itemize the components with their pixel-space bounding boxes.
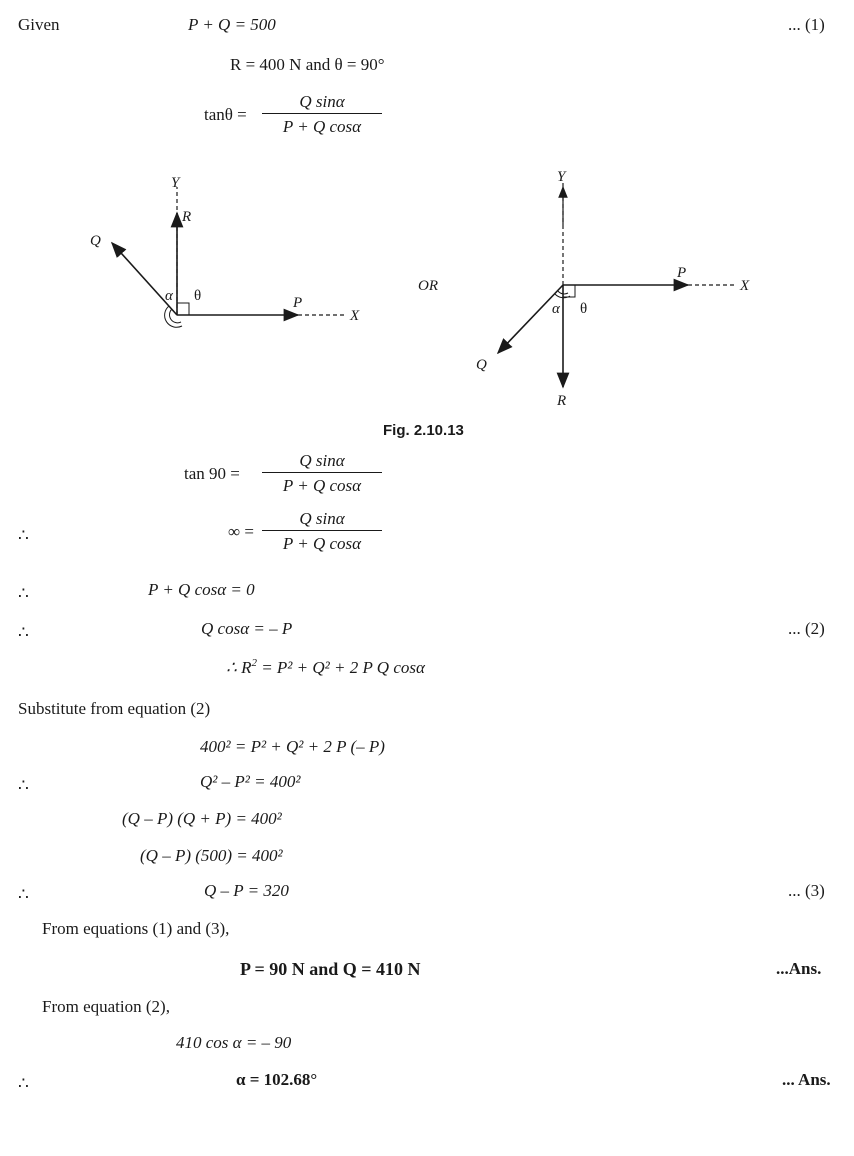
equation-1: P + Q = 500 (188, 15, 276, 34)
left-theta-label: θ (194, 288, 202, 304)
infinity-fraction (262, 510, 382, 552)
therefore-symbol: ∴ (18, 885, 29, 904)
left-y-axis-label: Y (171, 175, 180, 191)
right-y-axis-label: Y (557, 169, 566, 185)
given-label: Given (18, 15, 60, 34)
equation-2-tag: ... (2) (788, 619, 825, 638)
left-q-label: Q (90, 233, 101, 249)
infinity-numerator: Q sinα (299, 509, 345, 528)
left-x-axis-label: X (350, 308, 360, 324)
from-equations-1-3: From equations (1) and (3), (42, 919, 230, 938)
right-theta-label: θ (580, 301, 588, 317)
therefore-symbol: ∴ (18, 1074, 29, 1093)
r-squared-lhs: ∴ R (226, 658, 252, 677)
r-squared-rhs: = P² + Q² + 2 P Q cosα (261, 658, 425, 677)
answer-p-q: P = 90 N and Q = 410 N (240, 959, 421, 979)
answer-tag-2: ... Ans. (782, 1070, 831, 1089)
right-x-axis-label: X (740, 278, 750, 294)
right-alpha-label: α (552, 301, 560, 317)
therefore-symbol: ∴ (18, 623, 29, 642)
difference-of-squares: Q² – P² = 400² (200, 772, 301, 791)
equation-3-tag: ... (3) (788, 881, 825, 900)
right-r-label: R (557, 393, 567, 409)
equation-1-tag: ... (1) (788, 15, 825, 34)
force-diagram-figure (0, 165, 854, 425)
factored-equation: (Q – P) (Q + P) = 400² (122, 809, 282, 828)
infinity-lhs: ∞ = (228, 522, 254, 541)
infinity-denominator: P + Q cosα (282, 534, 362, 553)
left-p-label: P (293, 295, 303, 311)
tan90-lhs: tan 90 = (184, 464, 240, 483)
tan90-fraction (262, 452, 382, 494)
left-alpha-label: α (165, 288, 173, 304)
left-r-label: R (182, 209, 192, 225)
tan-theta-numerator: Q sinα (299, 92, 345, 111)
figure-caption: Fig. 2.10.13 (383, 422, 464, 439)
therefore-symbol: ∴ (18, 776, 29, 795)
right-force-diagram (476, 169, 750, 409)
therefore-symbol: ∴ (18, 584, 29, 603)
tan-theta-lhs: tanθ = (204, 105, 247, 124)
cos-alpha-equation: 410 cos α = – 90 (176, 1033, 292, 1052)
from-equation-2: From equation (2), (42, 997, 170, 1016)
equation-3: Q – P = 320 (204, 881, 289, 900)
or-label: OR (418, 278, 438, 294)
superscript-two: 2 (251, 657, 257, 669)
left-force-diagram (90, 175, 360, 327)
r-squared-equation (226, 659, 425, 676)
zero-equation: P + Q cosα = 0 (148, 580, 255, 599)
alpha-answer: α = 102.68° (236, 1070, 318, 1089)
substituted-equation: 400² = P² + Q² + 2 P (– P) (200, 737, 385, 756)
substitute-text: Substitute from equation (2) (18, 699, 211, 718)
tan-theta-denominator: P + Q cosα (282, 117, 362, 136)
r-theta-given: R = 400 N and θ = 90° (230, 55, 385, 74)
therefore-symbol: ∴ (18, 526, 29, 545)
answer-tag-1: ...Ans. (776, 959, 822, 978)
equation-2: Q cosα = – P (201, 619, 293, 638)
factored-500-equation: (Q – P) (500) = 400² (140, 846, 283, 865)
tan-theta-fraction (262, 93, 382, 135)
tan90-numerator: Q sinα (299, 451, 345, 470)
right-q-label: Q (476, 357, 487, 373)
tan90-denominator: P + Q cosα (282, 476, 362, 495)
right-p-label: P (677, 265, 687, 281)
